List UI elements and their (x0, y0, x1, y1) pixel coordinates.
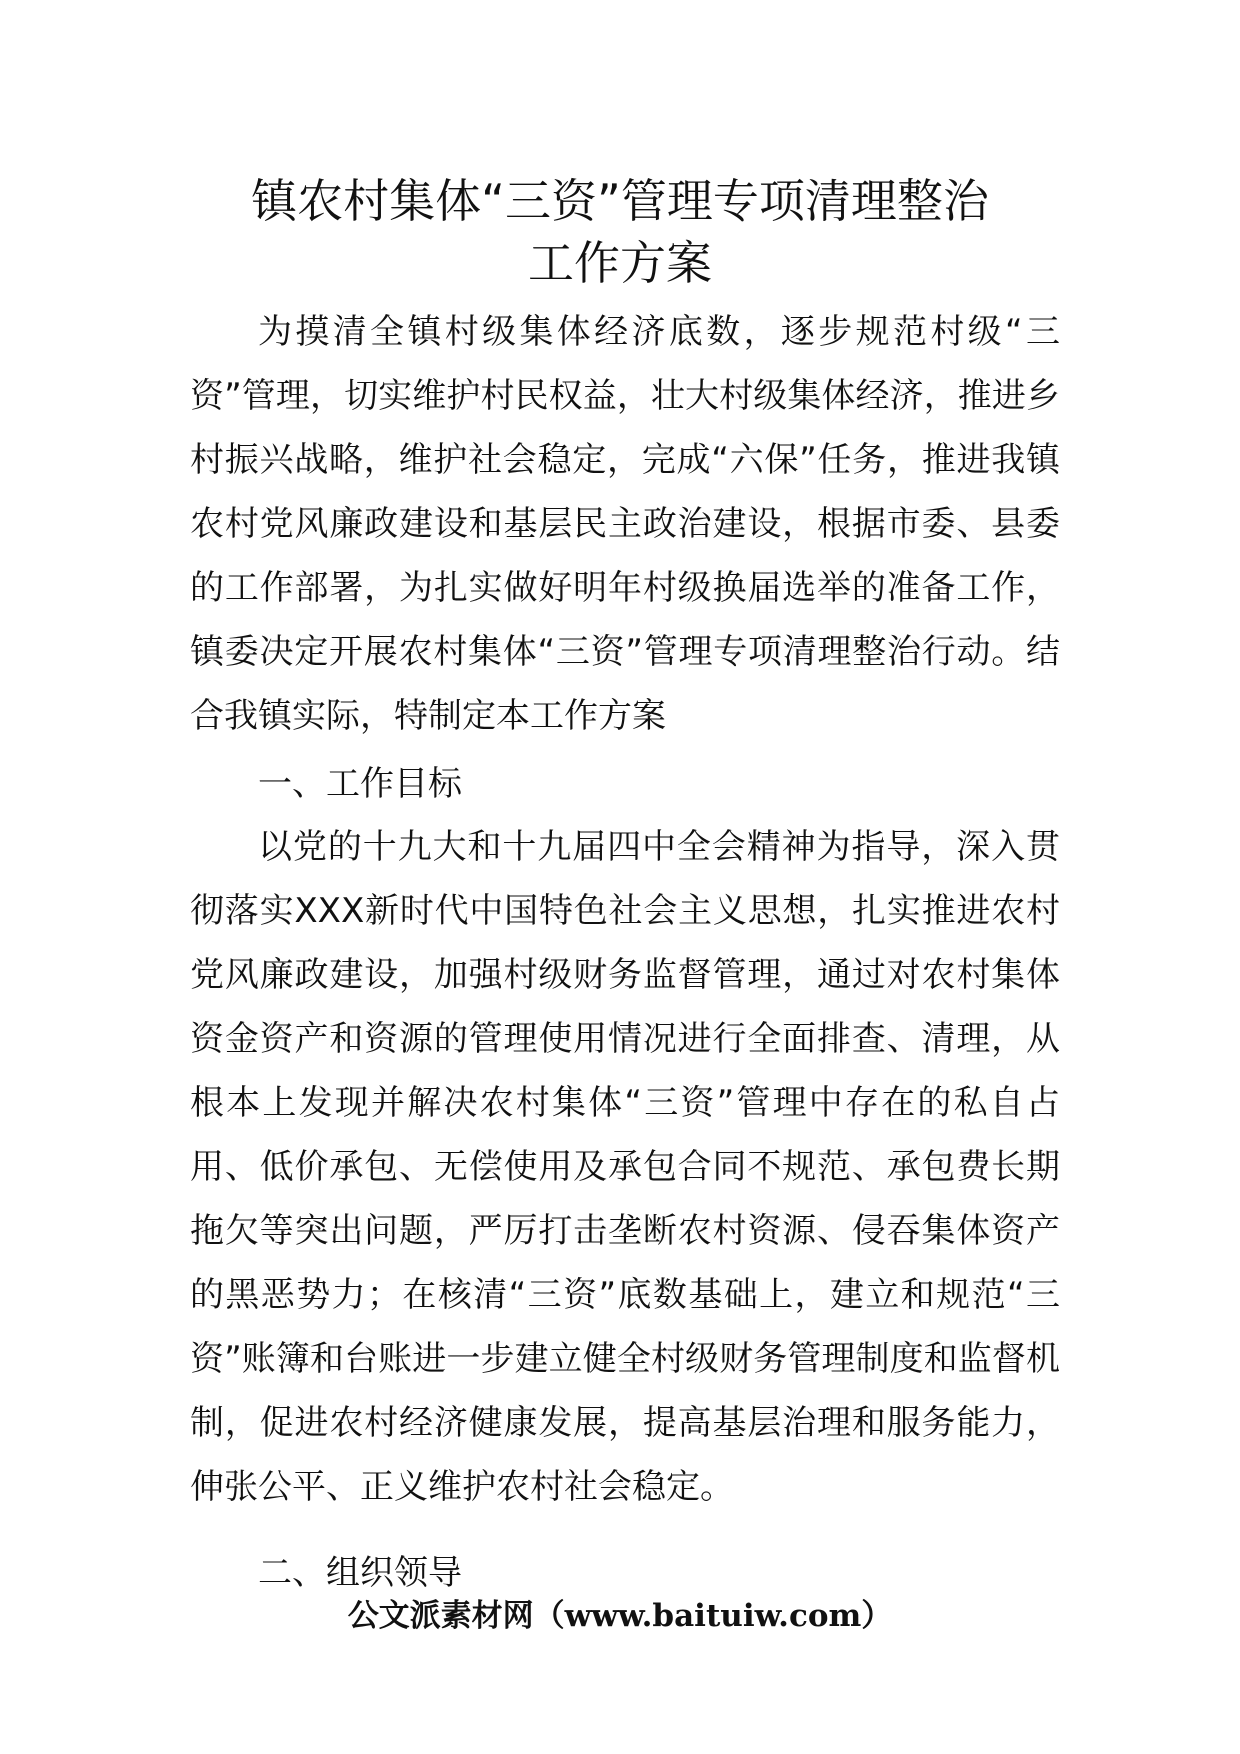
footer-watermark: 公文派素材网（www.baituiw.com） (347, 1598, 893, 1634)
goals-paragraph: 以党的十九大和十九届四中全会精神为指导，深入贯彻落实XXX新时代中国特色社会主义思想，扎实推进农村党风廉政建设，加强村级财务监督管理，通过对农村集体资金资产和资源的管理使用情况进行全面排查、清理，从根本上发现并解决农村集体“三资”管理中存在的私自占用、低价承包、无偿使用及承包合同不规范、承包费长期拖欠等突出问题，严厉打击垄断农村资源、侵吞集体资产的黑恶势力；在核清“三资”底数基础上，建立和规范“三资”账簿和台账进一步建立健全村级财务管理制度和监督机制，促进农村经济健康发展，提高基层治理和服务能力，伸张公平、正义维护农村社会稳定。 (190, 827, 1060, 1507)
document-title-line-1: 镇农村集体“三资”管理专项清理整治 (251, 174, 989, 228)
intro-paragraph: 为摸清全镇村级集体经济底数，逐步规范村级“三资”管理，切实维护村民权益，壮大村级集体经济，推进乡村振兴战略，维护社会稳定，完成“六保”任务，推进我镇农村党风廉政建设和基层民主政治建设，根据市委、县委的工作部署，为扎实做好明年村级换届选举的准备工作，镇委决定开展农村集体“三资”管理专项清理整治行动。结合我镇实际，特制定本工作方案 (190, 312, 1060, 736)
section-heading-goals: 一、工作目标 (258, 764, 462, 804)
section-heading-leadership: 二、组织领导 (258, 1553, 462, 1593)
document-title-line-2: 工作方案 (528, 236, 712, 290)
